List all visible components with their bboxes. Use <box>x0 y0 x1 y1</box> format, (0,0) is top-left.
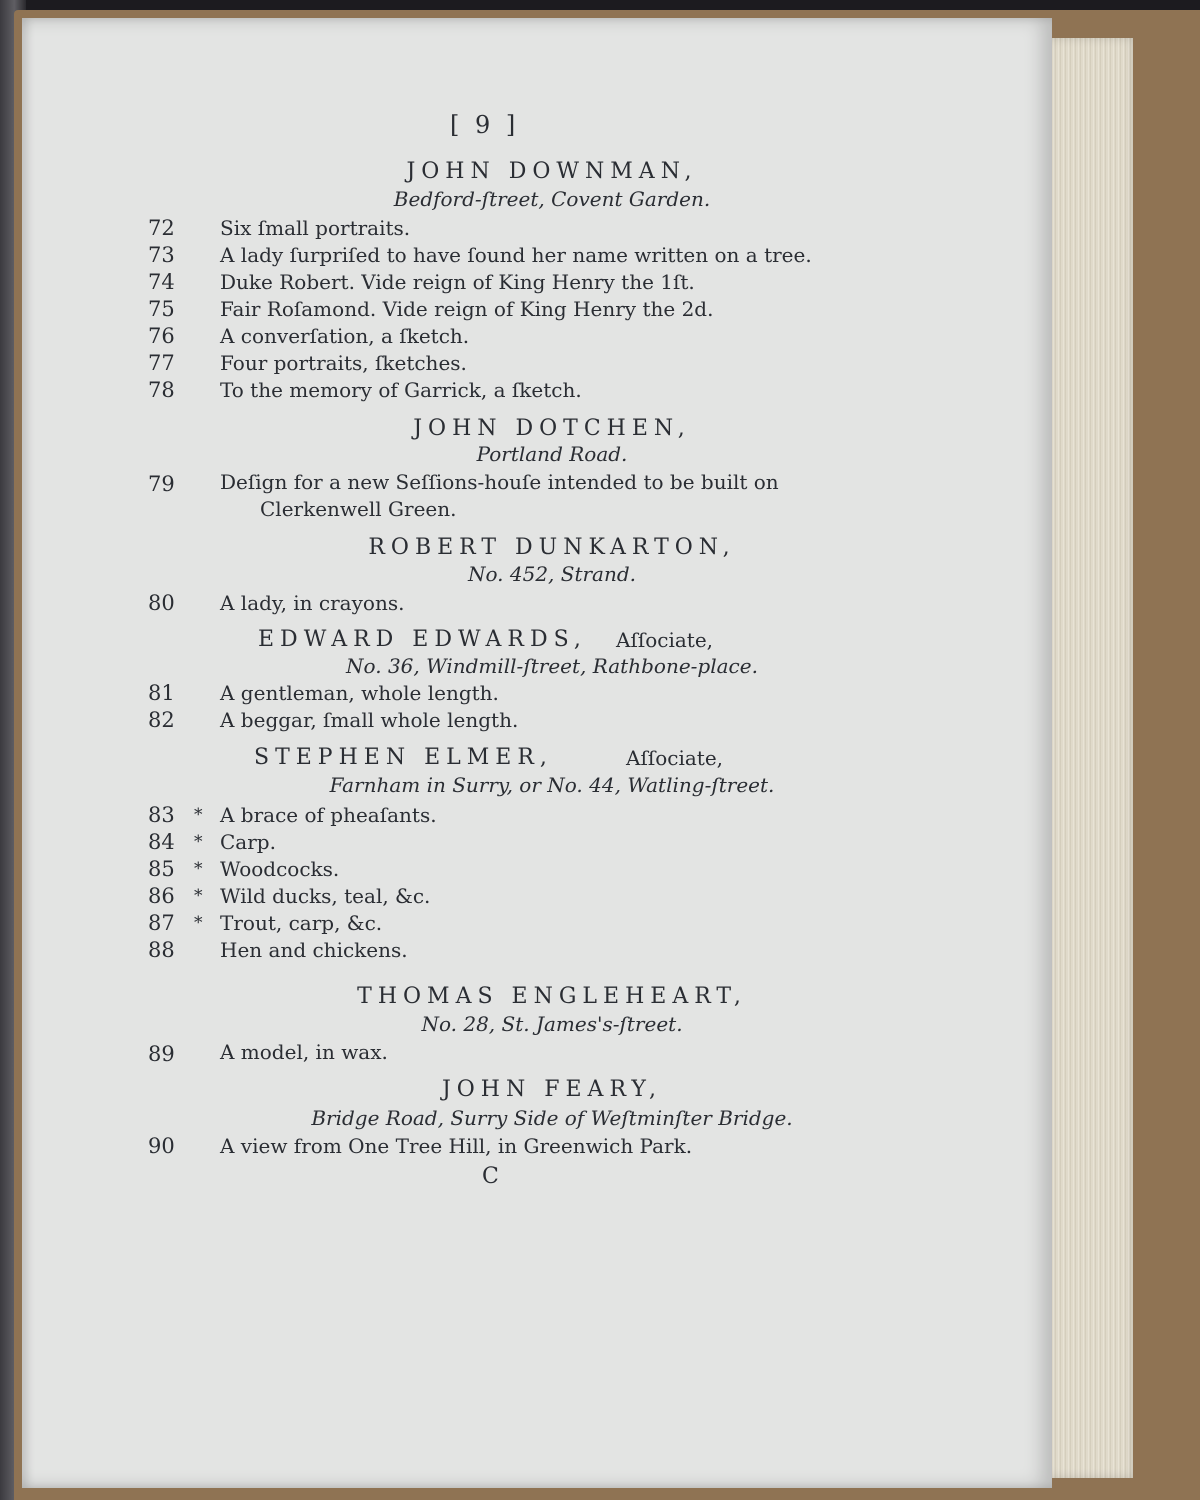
artist-address: Farnham in Surry, or No. 44, Watling-ſtreet. <box>329 773 775 797</box>
entry-number: 75 <box>148 297 175 321</box>
entry-number: 82 <box>148 708 175 732</box>
entry-title: A view from One Tree Hill, in Greenwich Park. <box>220 1134 693 1158</box>
entry-title: A converſation, a ſketch. <box>220 324 470 348</box>
artist-name: JOHN DOTCHEN, <box>413 416 691 441</box>
book-cover-right <box>1132 10 1200 1500</box>
entry-title: Fair Roſamond. Vide reign of King Henry the 2d. <box>220 297 714 321</box>
entry-number: 87 <box>148 911 175 935</box>
entry-title: Woodcocks. <box>220 857 340 881</box>
artist-name: EDWARD EDWARDS, <box>258 627 587 652</box>
entry-title: Trout, carp, &c. <box>220 911 383 935</box>
exhibit-mark: * <box>194 832 203 852</box>
book-page <box>22 18 1052 1488</box>
artist-address: No. 36, Windmill-ſtreet, Rathbone-place. <box>346 654 758 678</box>
entry-title: A lady ſurpriſed to have ſound her name written on a tree. <box>220 243 812 267</box>
exhibit-mark: * <box>194 886 203 906</box>
entry-number: 78 <box>148 378 175 402</box>
entry-title: A lady, in crayons. <box>220 591 405 615</box>
entry-title: Deſign for a new Seſſions-houſe intended to be built on <box>220 470 779 494</box>
exhibit-mark: * <box>194 913 203 933</box>
exhibit-mark: * <box>194 805 203 825</box>
entry-number: 89 <box>148 1042 175 1066</box>
entry-title: Six ſmall portraits. <box>220 216 411 240</box>
entry-title: Wild ducks, teal, &c. <box>220 884 431 908</box>
entry-number: 74 <box>148 270 175 294</box>
entry-title: A brace of pheaſants. <box>220 803 437 827</box>
entry-title: Duke Robert. Vide reign of King Henry the 1ſt. <box>220 270 695 294</box>
entry-number: 80 <box>148 591 175 615</box>
page-folio: [ 9 ] <box>450 111 520 139</box>
artist-address: No. 28, St. James's-ſtreet. <box>421 1012 683 1036</box>
artist-address: Bridge Road, Surry Side of Weſtminſter Bridge. <box>311 1106 793 1130</box>
entry-title: A gentleman, whole length. <box>220 681 499 705</box>
artist-name: STEPHEN ELMER, <box>254 745 553 770</box>
entry-number: 90 <box>148 1134 175 1158</box>
artist-address: Bedford-ſtreet, Covent Garden. <box>393 187 711 211</box>
entry-number: 83 <box>148 803 175 827</box>
signature-mark: C <box>482 1164 499 1189</box>
artist-address: No. 452, Strand. <box>467 562 637 586</box>
entry-title: Four portraits, ſketches. <box>220 351 467 375</box>
entry-continuation: Clerkenwell Green. <box>260 497 457 521</box>
entry-number: 72 <box>148 216 175 240</box>
artist-name: JOHN FEARY, <box>441 1077 663 1102</box>
artist-name: ROBERT DUNKARTON, <box>368 535 736 560</box>
entry-title: Carp. <box>220 830 276 854</box>
entry-number: 85 <box>148 857 175 881</box>
artist-rank: Aſſociate, <box>626 746 724 770</box>
artist-rank: Aſſociate, <box>616 628 714 652</box>
page-edges <box>1046 38 1133 1478</box>
exhibit-mark: * <box>194 859 203 879</box>
entry-number: 73 <box>148 243 175 267</box>
entry-number: 79 <box>148 472 175 496</box>
entry-title: A beggar, ſmall whole length. <box>220 708 519 732</box>
entry-title: A model, in wax. <box>220 1040 388 1064</box>
entry-number: 86 <box>148 884 175 908</box>
entry-number: 77 <box>148 351 175 375</box>
entry-number: 81 <box>148 681 175 705</box>
entry-number: 84 <box>148 830 175 854</box>
entry-title: To the memory of Garrick, a ſketch. <box>220 378 582 402</box>
entry-number: 76 <box>148 324 175 348</box>
artist-name: JOHN DOWNMAN, <box>406 159 698 184</box>
artist-address: Portland Road. <box>476 442 628 466</box>
artist-name: THOMAS ENGLEHEART, <box>357 984 747 1009</box>
entry-number: 88 <box>148 938 175 962</box>
entry-title: Hen and chickens. <box>220 938 408 962</box>
